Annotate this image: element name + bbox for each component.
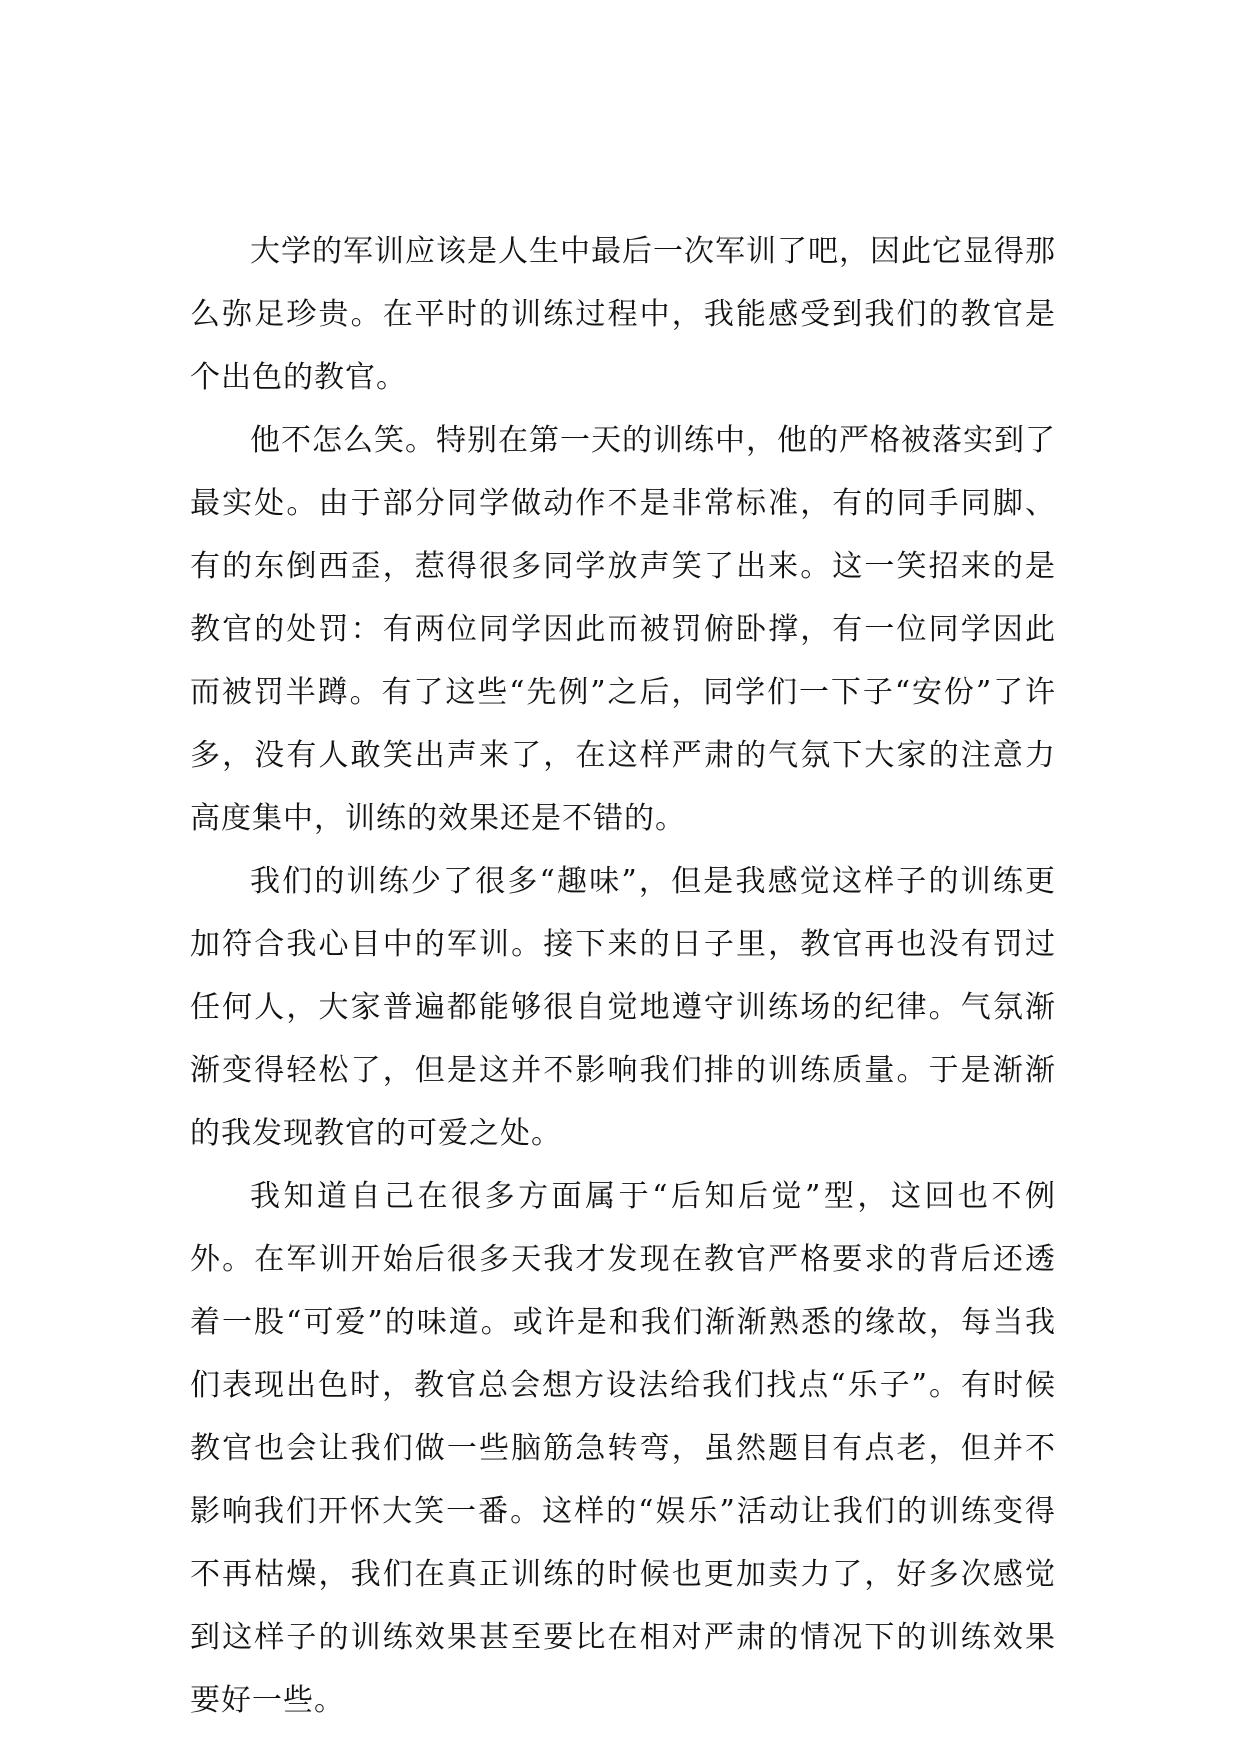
paragraph-1: 大学的军训应该是人生中最后一次军训了吧，因此它显得那么弥足珍贵。在平时的训练过程中，我能感受到我们的教官是个出色的教官。	[190, 234, 1056, 395]
document-body	[190, 220, 1056, 1732]
paragraph-2: 他不怎么笑。特别在第一天的训练中，他的严格被落实到了最实处。由于部分同学做动作不是非常标准，有的同手同脚、有的东倒西歪，惹得很多同学放声笑了出来。这一笑招来的是教官的处罚：有两位同学因此而被罚俯卧撑，有一位同学因此而被罚半蹲。有了这些“先例”之后，同学们一下子“安份”了许多，没有人敢笑出声来了，在这样严肃的气氛下大家的注意力高度集中，训练的效果还是不错的。	[190, 423, 1056, 836]
paragraph-4: 我知道自己在很多方面属于“后知后觉”型，这回也不例外。在军训开始后很多天我才发现在教官严格要求的背后还透着一股“可爱”的味道。或许是和我们渐渐熟悉的缘故，每当我们表现出色时，教官总会想方设法给我们找点“乐子”。有时候教官也会让我们做一些脑筋急转弯，虽然题目有点老，但并不影响我们开怀大笑一番。这样的“娱乐”活动让我们的训练变得不再枯燥，我们在真正训练的时候也更加卖力了，好多次感觉到这样子的训练效果甚至要比在相对严肃的情况下的训练效果要好一些。	[190, 1179, 1056, 1718]
paragraph-3: 我们的训练少了很多“趣味”，但是我感觉这样子的训练更加符合我心目中的军训。接下来的日子里，教官再也没有罚过任何人，大家普遍都能够很自觉地遵守训练场的纪律。气氛渐渐变得轻松了，但是这并不影响我们排的训练质量。于是渐渐的我发现教官的可爱之处。	[190, 864, 1056, 1151]
